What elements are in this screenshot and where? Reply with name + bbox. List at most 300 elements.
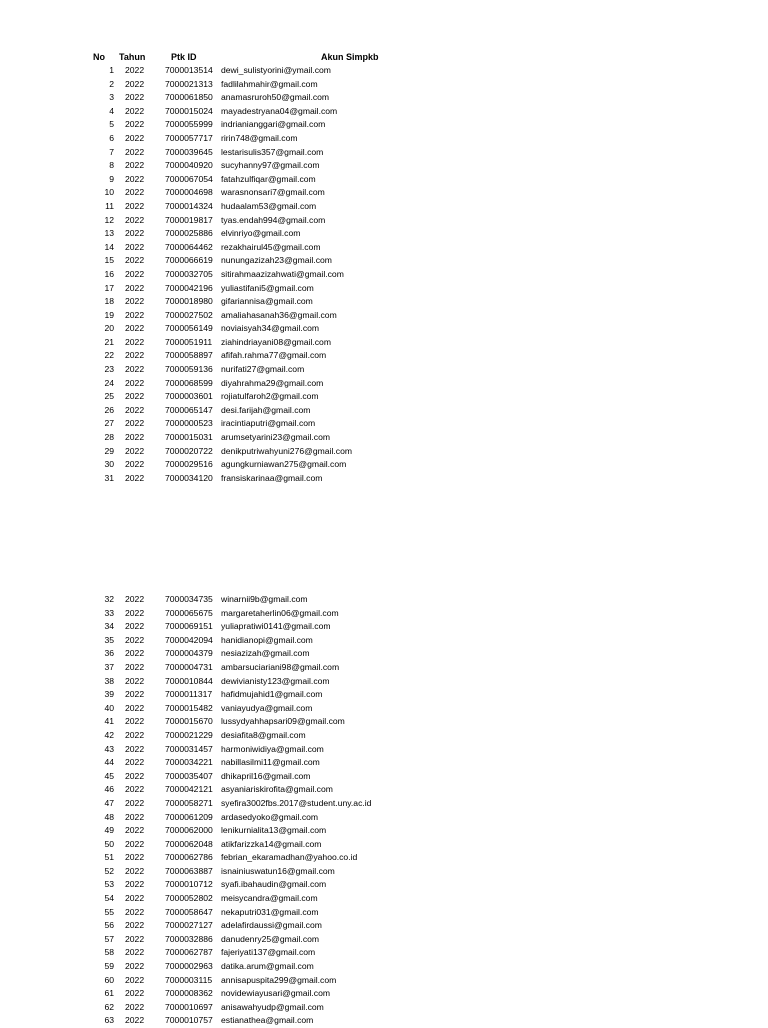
cell-no: 25 bbox=[104, 391, 114, 402]
cell-tahun: 2022 bbox=[125, 947, 145, 958]
cell-ptk-id: 7000027127 bbox=[165, 920, 213, 931]
table-row bbox=[0, 132, 768, 146]
cell-no: 42 bbox=[104, 729, 114, 740]
cell-ptk-id: 7000042196 bbox=[165, 282, 213, 293]
cell-akun-simpkb: lestarisulis357@gmail.com bbox=[221, 146, 324, 157]
cell-tahun: 2022 bbox=[125, 92, 145, 103]
table-row bbox=[0, 322, 768, 336]
cell-ptk-id: 7000010712 bbox=[165, 879, 213, 890]
cell-ptk-id: 7000042094 bbox=[165, 634, 213, 645]
cell-tahun: 2022 bbox=[125, 336, 145, 347]
table-row bbox=[0, 946, 768, 960]
cell-ptk-id: 7000010757 bbox=[165, 1015, 213, 1026]
table-row bbox=[0, 960, 768, 974]
cell-akun-simpkb: denikputriwahyuni276@gmail.com bbox=[221, 445, 353, 456]
cell-no: 10 bbox=[104, 187, 114, 198]
cell-akun-simpkb: sucyhanny97@gmail.com bbox=[221, 160, 320, 171]
table-row bbox=[0, 797, 768, 811]
table-row bbox=[0, 200, 768, 214]
cell-ptk-id: 7000057717 bbox=[165, 132, 213, 143]
cell-akun-simpkb: lenikurnialita13@gmail.com bbox=[221, 825, 327, 836]
cell-akun-simpkb: anisawahyudp@gmail.com bbox=[221, 1001, 324, 1012]
cell-tahun: 2022 bbox=[125, 364, 145, 375]
cell-akun-simpkb: warasnonsari7@gmail.com bbox=[221, 187, 325, 198]
cell-ptk-id: 7000013514 bbox=[165, 65, 213, 75]
cell-akun-simpkb: nekaputri031@gmail.com bbox=[221, 906, 319, 917]
cell-ptk-id: 7000032886 bbox=[165, 933, 213, 944]
cell-ptk-id: 7000014324 bbox=[165, 200, 213, 211]
cell-tahun: 2022 bbox=[125, 961, 145, 972]
table-row bbox=[0, 254, 768, 268]
table-row bbox=[0, 688, 768, 702]
cell-no: 56 bbox=[104, 920, 114, 931]
cell-akun-simpkb: novidewiayusari@gmail.com bbox=[221, 988, 331, 999]
cell-no: 60 bbox=[104, 974, 114, 985]
cell-tahun: 2022 bbox=[125, 974, 145, 985]
cell-tahun: 2022 bbox=[125, 241, 145, 252]
cell-tahun: 2022 bbox=[125, 865, 145, 876]
cell-no: 31 bbox=[104, 472, 114, 483]
cell-no: 24 bbox=[104, 377, 114, 388]
cell-tahun: 2022 bbox=[125, 377, 145, 388]
cell-akun-simpkb: fatahzulfiqar@gmail.com bbox=[221, 173, 316, 184]
cell-akun-simpkb: arumsetyarini23@gmail.com bbox=[221, 432, 331, 443]
cell-ptk-id: 7000027502 bbox=[165, 309, 213, 320]
cell-akun-simpkb: desi.farijah@gmail.com bbox=[221, 404, 311, 415]
cell-no: 57 bbox=[104, 933, 114, 944]
cell-no: 13 bbox=[104, 228, 114, 239]
cell-no: 63 bbox=[104, 1015, 114, 1026]
cell-akun-simpkb: hudaalam53@gmail.com bbox=[221, 200, 317, 211]
cell-ptk-id: 7000034221 bbox=[165, 757, 213, 768]
cell-ptk-id: 7000056149 bbox=[165, 323, 213, 334]
cell-akun-simpkb: adelafirdaussi@gmail.com bbox=[221, 920, 322, 931]
cell-tahun: 2022 bbox=[125, 811, 145, 822]
cell-ptk-id: 7000018980 bbox=[165, 296, 213, 307]
table-row bbox=[0, 729, 768, 743]
cell-no: 61 bbox=[104, 988, 114, 999]
cell-no: 62 bbox=[104, 1001, 114, 1012]
table-row bbox=[0, 173, 768, 187]
cell-tahun: 2022 bbox=[125, 607, 145, 618]
cell-tahun: 2022 bbox=[125, 852, 145, 863]
cell-no: 59 bbox=[104, 961, 114, 972]
cell-akun-simpkb: anamasruroh50@gmail.com bbox=[221, 92, 330, 103]
cell-no: 3 bbox=[109, 92, 114, 103]
cell-akun-simpkb: gifariannisa@gmail.com bbox=[221, 296, 313, 307]
cell-akun-simpkb: ririn748@gmail.com bbox=[221, 132, 298, 143]
cell-ptk-id: 7000015031 bbox=[165, 432, 213, 443]
cell-no: 29 bbox=[104, 445, 114, 456]
cell-akun-simpkb: noviaisyah34@gmail.com bbox=[221, 323, 320, 334]
cell-tahun: 2022 bbox=[125, 675, 145, 686]
cell-tahun: 2022 bbox=[125, 757, 145, 768]
cell-tahun: 2022 bbox=[125, 119, 145, 130]
cell-ptk-id: 7000040920 bbox=[165, 160, 213, 171]
table-row bbox=[0, 282, 768, 296]
header-akun-simpkb: Akun Simpkb bbox=[321, 52, 379, 62]
cell-ptk-id: 7000062000 bbox=[165, 825, 213, 836]
table-row bbox=[0, 78, 768, 92]
cell-no: 8 bbox=[109, 160, 114, 171]
cell-akun-simpkb: annisapuspita299@gmail.com bbox=[221, 974, 337, 985]
cell-no: 20 bbox=[104, 323, 114, 334]
table-row bbox=[0, 851, 768, 865]
cell-ptk-id: 7000003601 bbox=[165, 391, 213, 402]
cell-tahun: 2022 bbox=[125, 906, 145, 917]
cell-akun-simpkb: isnainiuswatun16@gmail.com bbox=[221, 865, 335, 876]
table-row bbox=[0, 105, 768, 119]
cell-ptk-id: 7000015024 bbox=[165, 105, 213, 116]
cell-no: 15 bbox=[104, 255, 114, 266]
table-row bbox=[0, 390, 768, 404]
table-row bbox=[0, 607, 768, 621]
header-ptk-id: Ptk ID bbox=[171, 52, 197, 62]
table-row bbox=[0, 417, 768, 431]
cell-akun-simpkb: hafidmujahid1@gmail.com bbox=[221, 689, 323, 700]
cell-tahun: 2022 bbox=[125, 459, 145, 470]
cell-ptk-id: 7000064462 bbox=[165, 241, 213, 252]
cell-ptk-id: 7000042121 bbox=[165, 784, 213, 795]
cell-tahun: 2022 bbox=[125, 214, 145, 225]
cell-ptk-id: 7000058271 bbox=[165, 797, 213, 808]
cell-tahun: 2022 bbox=[125, 132, 145, 143]
cell-no: 34 bbox=[104, 621, 114, 632]
cell-ptk-id: 7000004698 bbox=[165, 187, 213, 198]
table-row bbox=[0, 118, 768, 132]
table-row bbox=[0, 824, 768, 838]
cell-no: 22 bbox=[104, 350, 114, 361]
cell-no: 35 bbox=[104, 634, 114, 645]
table-row bbox=[0, 878, 768, 892]
cell-ptk-id: 7000065675 bbox=[165, 607, 213, 618]
cell-tahun: 2022 bbox=[125, 282, 145, 293]
cell-tahun: 2022 bbox=[125, 309, 145, 320]
table-row bbox=[0, 715, 768, 729]
table-row bbox=[0, 892, 768, 906]
cell-ptk-id: 7000051911 bbox=[165, 336, 213, 347]
cell-akun-simpkb: estianathea@gmail.com bbox=[221, 1015, 314, 1026]
cell-no: 33 bbox=[104, 607, 114, 618]
cell-ptk-id: 7000058897 bbox=[165, 350, 213, 361]
cell-no: 27 bbox=[104, 418, 114, 429]
table-row bbox=[0, 675, 768, 689]
table-row bbox=[0, 377, 768, 391]
cell-no: 44 bbox=[104, 757, 114, 768]
cell-no: 40 bbox=[104, 702, 114, 713]
cell-tahun: 2022 bbox=[125, 702, 145, 713]
cell-akun-simpkb: winarnii9b@gmail.com bbox=[221, 594, 308, 604]
table-row bbox=[0, 241, 768, 255]
table-row bbox=[0, 472, 768, 486]
table-row bbox=[0, 458, 768, 472]
cell-no: 58 bbox=[104, 947, 114, 958]
cell-akun-simpkb: desiafita8@gmail.com bbox=[221, 729, 306, 740]
table-row bbox=[0, 838, 768, 852]
cell-no: 12 bbox=[104, 214, 114, 225]
cell-akun-simpkb: amaliahasanah36@gmail.com bbox=[221, 309, 337, 320]
cell-ptk-id: 7000062787 bbox=[165, 947, 213, 958]
cell-tahun: 2022 bbox=[125, 268, 145, 279]
cell-no: 4 bbox=[109, 105, 114, 116]
cell-ptk-id: 7000010844 bbox=[165, 675, 213, 686]
cell-ptk-id: 7000059136 bbox=[165, 364, 213, 375]
cell-ptk-id: 7000029516 bbox=[165, 459, 213, 470]
table-body-page-1 bbox=[0, 64, 768, 485]
cell-tahun: 2022 bbox=[125, 770, 145, 781]
cell-ptk-id: 7000061850 bbox=[165, 92, 213, 103]
cell-ptk-id: 7000069151 bbox=[165, 621, 213, 632]
table-row bbox=[0, 756, 768, 770]
cell-no: 21 bbox=[104, 336, 114, 347]
cell-akun-simpkb: nurifati27@gmail.com bbox=[221, 364, 305, 375]
cell-ptk-id: 7000052802 bbox=[165, 893, 213, 904]
cell-ptk-id: 7000021313 bbox=[165, 78, 213, 89]
cell-tahun: 2022 bbox=[125, 228, 145, 239]
table-row bbox=[0, 770, 768, 784]
cell-akun-simpkb: harmoniwidiya@gmail.com bbox=[221, 743, 324, 754]
table-row bbox=[0, 919, 768, 933]
cell-no: 11 bbox=[105, 200, 114, 211]
cell-no: 46 bbox=[104, 784, 114, 795]
cell-tahun: 2022 bbox=[125, 594, 145, 604]
cell-no: 28 bbox=[104, 432, 114, 443]
cell-tahun: 2022 bbox=[125, 729, 145, 740]
cell-ptk-id: 7000066619 bbox=[165, 255, 213, 266]
cell-ptk-id: 7000003115 bbox=[165, 974, 213, 985]
cell-tahun: 2022 bbox=[125, 160, 145, 171]
cell-akun-simpkb: mayadestryana04@gmail.com bbox=[221, 105, 338, 116]
cell-akun-simpkb: yuliastifani5@gmail.com bbox=[221, 282, 314, 293]
cell-no: 6 bbox=[109, 132, 114, 143]
cell-akun-simpkb: datika.arum@gmail.com bbox=[221, 961, 314, 972]
table-row bbox=[0, 634, 768, 648]
table-row bbox=[0, 933, 768, 947]
cell-akun-simpkb: dewi_sulistyorini@ymail.com bbox=[221, 65, 331, 75]
cell-no: 18 bbox=[104, 296, 114, 307]
cell-akun-simpkb: fadlilahmahir@gmail.com bbox=[221, 78, 318, 89]
cell-ptk-id: 7000032705 bbox=[165, 268, 213, 279]
cell-akun-simpkb: afifah.rahma77@gmail.com bbox=[221, 350, 327, 361]
cell-akun-simpkb: fajeriyati137@gmail.com bbox=[221, 947, 316, 958]
cell-tahun: 2022 bbox=[125, 146, 145, 157]
cell-ptk-id: 7000065147 bbox=[165, 404, 213, 415]
cell-ptk-id: 7000055999 bbox=[165, 119, 213, 130]
table-header bbox=[0, 50, 768, 64]
cell-akun-simpkb: ziahindriayani08@gmail.com bbox=[221, 336, 331, 347]
table-row bbox=[0, 661, 768, 675]
cell-ptk-id: 7000010697 bbox=[165, 1001, 213, 1012]
cell-no: 55 bbox=[104, 906, 114, 917]
cell-akun-simpkb: vaniayudya@gmail.com bbox=[221, 702, 313, 713]
cell-tahun: 2022 bbox=[125, 418, 145, 429]
cell-akun-simpkb: lussydyahhapsari09@gmail.com bbox=[221, 716, 345, 727]
cell-akun-simpkb: nunungazizah23@gmail.com bbox=[221, 255, 332, 266]
table-row bbox=[0, 987, 768, 1001]
cell-tahun: 2022 bbox=[125, 825, 145, 836]
cell-no: 45 bbox=[104, 770, 114, 781]
cell-tahun: 2022 bbox=[125, 404, 145, 415]
cell-no: 30 bbox=[104, 459, 114, 470]
cell-tahun: 2022 bbox=[125, 988, 145, 999]
cell-akun-simpkb: atikfarizzka14@gmail.com bbox=[221, 838, 322, 849]
cell-tahun: 2022 bbox=[125, 200, 145, 211]
table-row bbox=[0, 309, 768, 323]
cell-ptk-id: 7000039645 bbox=[165, 146, 213, 157]
cell-akun-simpkb: meisycandra@gmail.com bbox=[221, 893, 318, 904]
cell-no: 41 bbox=[104, 716, 114, 727]
table-row bbox=[0, 647, 768, 661]
cell-ptk-id: 7000002963 bbox=[165, 961, 213, 972]
table-row bbox=[0, 811, 768, 825]
cell-akun-simpkb: rojiatulfaroh2@gmail.com bbox=[221, 391, 319, 402]
cell-akun-simpkb: rezakhairul45@gmail.com bbox=[221, 241, 321, 252]
cell-no: 5 bbox=[109, 119, 114, 130]
cell-akun-simpkb: margaretaherlin06@gmail.com bbox=[221, 607, 339, 618]
cell-tahun: 2022 bbox=[125, 391, 145, 402]
cell-akun-simpkb: syafi.ibahaudin@gmail.com bbox=[221, 879, 327, 890]
cell-ptk-id: 7000011317 bbox=[165, 689, 213, 700]
cell-ptk-id: 7000031457 bbox=[165, 743, 213, 754]
table-row bbox=[0, 227, 768, 241]
cell-no: 16 bbox=[104, 268, 114, 279]
cell-tahun: 2022 bbox=[125, 797, 145, 808]
cell-ptk-id: 7000015670 bbox=[165, 716, 213, 727]
table-row bbox=[0, 865, 768, 879]
cell-ptk-id: 7000034735 bbox=[165, 594, 213, 604]
cell-ptk-id: 7000004731 bbox=[165, 661, 213, 672]
cell-no: 54 bbox=[104, 893, 114, 904]
cell-tahun: 2022 bbox=[125, 173, 145, 184]
cell-tahun: 2022 bbox=[125, 621, 145, 632]
cell-no: 17 bbox=[104, 282, 114, 293]
cell-ptk-id: 7000020722 bbox=[165, 445, 213, 456]
cell-tahun: 2022 bbox=[125, 920, 145, 931]
cell-akun-simpkb: nesiazizah@gmail.com bbox=[221, 648, 310, 659]
cell-no: 43 bbox=[104, 743, 114, 754]
cell-tahun: 2022 bbox=[125, 65, 145, 75]
table-row bbox=[0, 186, 768, 200]
table-row bbox=[0, 214, 768, 228]
table-row bbox=[0, 743, 768, 757]
cell-tahun: 2022 bbox=[125, 838, 145, 849]
table-row bbox=[0, 268, 768, 282]
cell-ptk-id: 7000063887 bbox=[165, 865, 213, 876]
table-row bbox=[0, 620, 768, 634]
cell-no: 36 bbox=[104, 648, 114, 659]
table-row bbox=[0, 593, 768, 607]
cell-tahun: 2022 bbox=[125, 933, 145, 944]
cell-tahun: 2022 bbox=[125, 689, 145, 700]
cell-ptk-id: 7000058647 bbox=[165, 906, 213, 917]
table-row bbox=[0, 91, 768, 105]
cell-akun-simpkb: febrian_ekaramadhan@yahoo.co.id bbox=[221, 852, 358, 863]
cell-no: 37 bbox=[104, 661, 114, 672]
cell-akun-simpkb: agungkurniawan275@gmail.com bbox=[221, 459, 347, 470]
cell-ptk-id: 7000004379 bbox=[165, 648, 213, 659]
table-row bbox=[0, 64, 768, 78]
cell-akun-simpkb: nabillasilmi11@gmail.com bbox=[221, 757, 320, 768]
table-row bbox=[0, 404, 768, 418]
cell-ptk-id: 7000019817 bbox=[165, 214, 213, 225]
cell-ptk-id: 7000062786 bbox=[165, 852, 213, 863]
cell-tahun: 2022 bbox=[125, 187, 145, 198]
cell-akun-simpkb: hanidianopi@gmail.com bbox=[221, 634, 313, 645]
cell-no: 49 bbox=[104, 825, 114, 836]
cell-akun-simpkb: syefira3002fbs.2017@student.uny.ac.id bbox=[221, 797, 372, 808]
cell-ptk-id: 7000000523 bbox=[165, 418, 213, 429]
table-row bbox=[0, 349, 768, 363]
cell-tahun: 2022 bbox=[125, 893, 145, 904]
cell-no: 9 bbox=[109, 173, 114, 184]
cell-tahun: 2022 bbox=[125, 432, 145, 443]
cell-tahun: 2022 bbox=[125, 743, 145, 754]
table-row bbox=[0, 146, 768, 160]
table-row bbox=[0, 363, 768, 377]
cell-ptk-id: 7000067054 bbox=[165, 173, 213, 184]
cell-no: 14 bbox=[104, 241, 114, 252]
cell-no: 7 bbox=[109, 146, 114, 157]
cell-tahun: 2022 bbox=[125, 716, 145, 727]
cell-no: 38 bbox=[104, 675, 114, 686]
cell-akun-simpkb: elvinriyo@gmail.com bbox=[221, 228, 301, 239]
cell-akun-simpkb: danudenry25@gmail.com bbox=[221, 933, 320, 944]
cell-no: 51 bbox=[104, 852, 114, 863]
table-row bbox=[0, 1001, 768, 1015]
cell-no: 48 bbox=[104, 811, 114, 822]
table-row bbox=[0, 431, 768, 445]
cell-ptk-id: 7000025886 bbox=[165, 228, 213, 239]
table-row bbox=[0, 1014, 768, 1028]
cell-ptk-id: 7000021229 bbox=[165, 729, 213, 740]
cell-tahun: 2022 bbox=[125, 648, 145, 659]
cell-tahun: 2022 bbox=[125, 255, 145, 266]
cell-akun-simpkb: fransiskarinaa@gmail.com bbox=[221, 472, 323, 483]
cell-ptk-id: 7000015482 bbox=[165, 702, 213, 713]
cell-akun-simpkb: asyaniariskirofita@gmail.com bbox=[221, 784, 333, 795]
cell-tahun: 2022 bbox=[125, 323, 145, 334]
cell-no: 19 bbox=[104, 309, 114, 320]
cell-no: 50 bbox=[104, 838, 114, 849]
cell-tahun: 2022 bbox=[125, 105, 145, 116]
cell-ptk-id: 7000061209 bbox=[165, 811, 213, 822]
cell-tahun: 2022 bbox=[125, 1001, 145, 1012]
cell-tahun: 2022 bbox=[125, 445, 145, 456]
table-row bbox=[0, 906, 768, 920]
cell-ptk-id: 7000062048 bbox=[165, 838, 213, 849]
cell-akun-simpkb: ambarsuciariani98@gmail.com bbox=[221, 661, 340, 672]
table-row bbox=[0, 336, 768, 350]
cell-no: 1 bbox=[109, 65, 114, 75]
table-row bbox=[0, 783, 768, 797]
cell-no: 47 bbox=[104, 797, 114, 808]
cell-akun-simpkb: sitirahmaazizahwati@gmail.com bbox=[221, 268, 344, 279]
cell-tahun: 2022 bbox=[125, 472, 145, 483]
cell-no: 39 bbox=[104, 689, 114, 700]
table-body-page-2 bbox=[0, 593, 768, 1028]
cell-akun-simpkb: dewivianisty123@gmail.com bbox=[221, 675, 330, 686]
header-no: No bbox=[93, 52, 105, 62]
cell-ptk-id: 7000008362 bbox=[165, 988, 213, 999]
cell-akun-simpkb: iracintiaputri@gmail.com bbox=[221, 418, 316, 429]
cell-ptk-id: 7000034120 bbox=[165, 472, 213, 483]
cell-no: 2 bbox=[109, 78, 114, 89]
cell-akun-simpkb: diyahrahma29@gmail.com bbox=[221, 377, 324, 388]
cell-no: 32 bbox=[104, 594, 114, 604]
cell-tahun: 2022 bbox=[125, 879, 145, 890]
cell-tahun: 2022 bbox=[125, 1015, 145, 1026]
cell-tahun: 2022 bbox=[125, 78, 145, 89]
